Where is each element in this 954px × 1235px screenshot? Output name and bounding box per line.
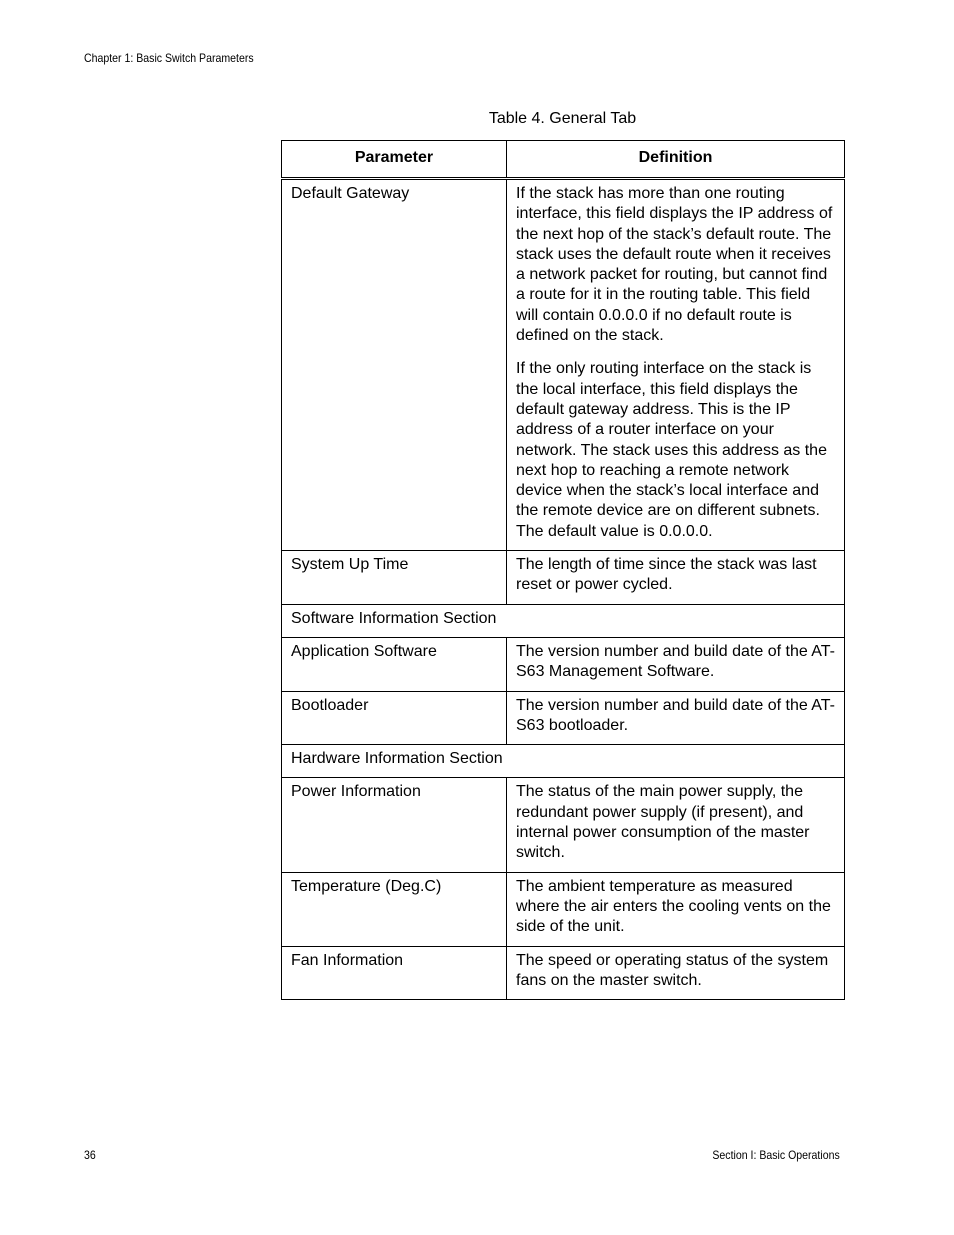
parameter-cell: Temperature (Deg.C) bbox=[282, 872, 507, 946]
table-row bbox=[282, 551, 845, 605]
section-footer: Section I: Basic Operations bbox=[712, 1148, 840, 1162]
table-row bbox=[282, 778, 845, 872]
parameter-cell: Default Gateway bbox=[282, 179, 507, 551]
general-tab-table bbox=[281, 140, 845, 1000]
table-header bbox=[282, 141, 845, 179]
definition-cell: The version number and build date of the AT-S63 bootloader. bbox=[507, 691, 845, 745]
definition-cell: The status of the main power supply, the redundant power supply (if present), and internal power consumption of the master switch. bbox=[507, 778, 845, 872]
table-row bbox=[282, 946, 845, 1000]
section-heading-cell: Software Information Section bbox=[282, 604, 845, 637]
parameter-cell: System Up Time bbox=[282, 551, 507, 605]
table-row bbox=[282, 637, 845, 691]
running-header: Chapter 1: Basic Switch Parameters bbox=[84, 51, 254, 65]
table-row bbox=[282, 872, 845, 946]
section-row bbox=[282, 604, 845, 637]
table-row bbox=[282, 691, 845, 745]
column-header-parameter: Parameter bbox=[282, 141, 507, 179]
table-body bbox=[282, 179, 845, 1000]
general-tab-table-container bbox=[281, 140, 844, 1000]
page-number: 36 bbox=[84, 1148, 96, 1162]
parameter-cell: Bootloader bbox=[282, 691, 507, 745]
parameter-cell: Power Information bbox=[282, 778, 507, 872]
definition-cell: The ambient temperature as measured where the air enters the cooling vents on the side of the unit. bbox=[507, 872, 845, 946]
definition-cell: The speed or operating status of the system fans on the master switch. bbox=[507, 946, 845, 1000]
parameter-cell: Fan Information bbox=[282, 946, 507, 1000]
parameter-cell: Application Software bbox=[282, 637, 507, 691]
header-row bbox=[282, 141, 845, 179]
section-heading-cell: Hardware Information Section bbox=[282, 745, 845, 778]
section-row bbox=[282, 745, 845, 778]
column-header-definition: Definition bbox=[507, 141, 845, 179]
definition-cell: The length of time since the stack was last reset or power cycled. bbox=[507, 551, 845, 605]
definition-cell: The version number and build date of the AT-S63 Management Software. bbox=[507, 637, 845, 691]
definition-paragraph: If the stack has more than one routing interface, this field displays the IP address of the next hop of the stack’s default route. The stack uses the default route when it receives a network packet for routing, but cannot find a route for it in the routing table. This field will contain 0.0.0.0 if no default route is defined on the stack. bbox=[516, 185, 833, 345]
definition-cell bbox=[507, 179, 845, 551]
table-caption: Table 4. General Tab bbox=[488, 110, 637, 127]
definition-paragraph: If the only routing interface on the stack is the local interface, this field displays the default gateway address. This is the IP address of a router interface on your network. The stack uses this address as the next hop to reaching a remote network device when the stack’s local interface and the remote device are on different subnets. The default value is 0.0.0.0. bbox=[516, 360, 827, 540]
table-row bbox=[282, 179, 845, 551]
